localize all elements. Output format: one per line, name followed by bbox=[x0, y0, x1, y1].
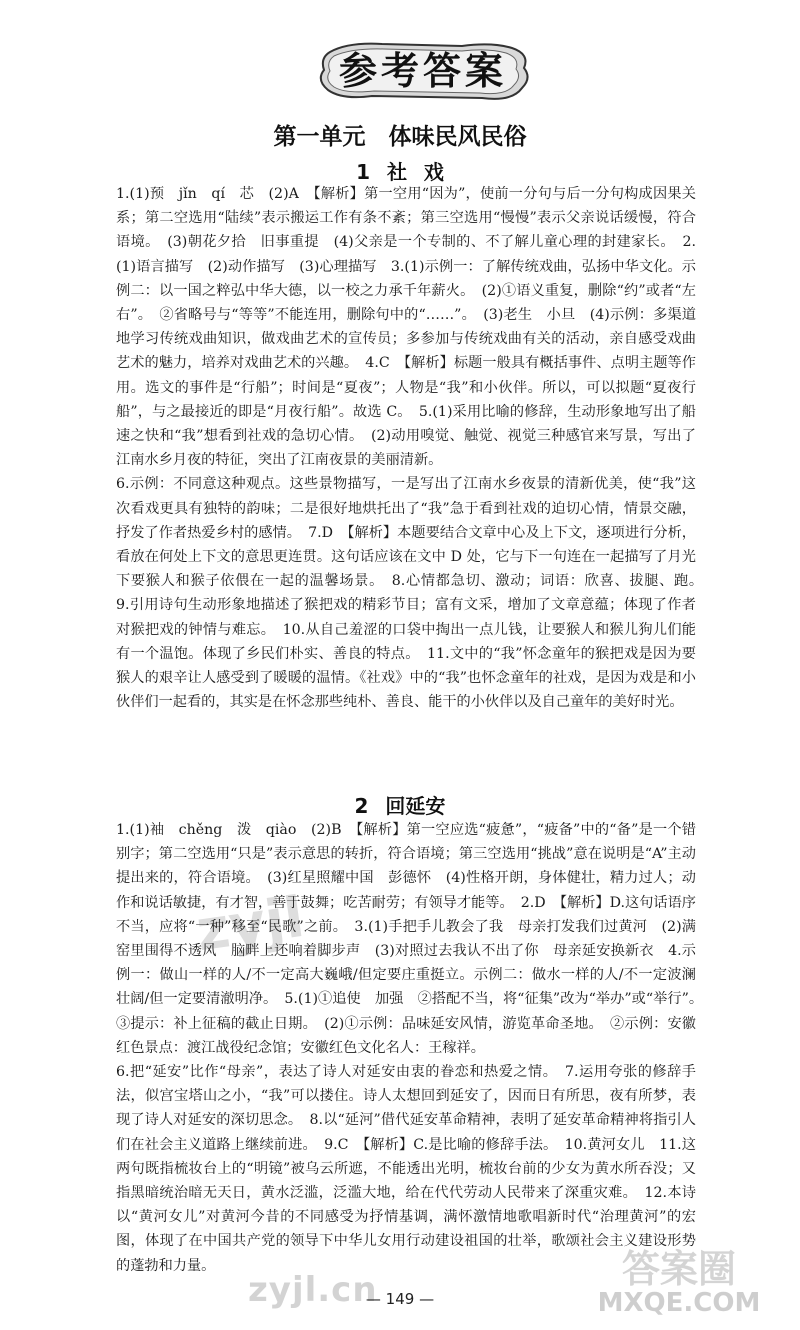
answer-banner bbox=[312, 38, 534, 104]
page-number: — 149 — bbox=[365, 1290, 435, 1308]
watermark-site-name: 答案圈 bbox=[621, 1247, 736, 1291]
watermark-site-url: MXQE.COM bbox=[597, 1288, 761, 1318]
watermark-zyjl: zyjl bbox=[192, 884, 308, 965]
lesson-1-answers: 1.(1)预 jǐn qí 芯 (2)A 【解析】第一空用“因为”，使前一分句与后一分句构成因果关系；第二空选用“陆续”表示搬运工作有条不紊；第三空选用“慢慢”表示父亲说话缓慢，符合语境。 (3)朝花夕拾 旧事重提 (4)父亲是一个专制的、不了解儿童心理的封建家长。 2.(1)语言描写 (2)动作描写 (3)心理描写 3.(1)示例一：了解传统戏曲，弘扬中华文化。示例二：以一国之粹弘中华大德，以一校之力承千年薪火。 (2)①语义重复，删除“约”或者“左右”。 ②省略号与“等等”不能连用，删除句中的“……”。 (3)老生 小旦 (4)示例：多渠道地学习传统戏曲知识，做戏曲艺术的宣传员；多参加与传统戏曲有关的活动，亲自感受戏曲艺术的魅力，培养对戏曲艺术的兴趣。 4.C 【解析】标题一般具有概括事件、点明主题等作用。选文的事件是“行船”；时间是“夏夜”；人物是“我”和小伙伴。所以，可以拟题“夏夜行船”，与之最接近的即是“月夜行船”。故选 C。 5.(1)采用比喻的修辞，生动形象地写出了船速之快和“我”想看到社戏的急切心情。 (2)动用嗅觉、触觉、视觉三种感官来写景，写出了江南水乡月夜的特征，突出了江南夜景的美丽清新。 6.示例：不同意这种观点。这些景物描写，一是写出了江南水乡夜景的清新优美，使“我”这次看戏更具有独特的韵味；二是很好地烘托出了“我”急于看到社戏的迫切心情，情景交融，抒发了作者热爱乡村的感情。 7.D 【解析】本题要结合文章中心及上下文，逐项进行分析，看放在何处上下文的意思更连贯。这句话应该在文中 D 处，它与下一句连在一起描写了月光下要猴人和猴子依偎在一起的温馨场景。 8.心情都急切、激动；词语：欣喜、拔腿、跑。 9.引用诗句生动形象地描述了猴把戏的精彩节目；富有文采，增加了文章意蕴；体现了作者对猴把戏的钟情与难忘。 10.从自己羞涩的口袋中掏出一点儿钱，让要猴人和猴儿狗儿们能有一个温饱。体现了乡民们朴实、善良的特点。 11.文中的“我”怀念童年的猴把戏是因为要猴人的艰辛让人感受到了暖暖的温情。《社戏》中的“我”也怀念童年的社戏，是因为戏是和小伙伴们一起看的，其实是在怀念那些纯朴、善良、能干的小伙伴以及自己童年的美好时光。 bbox=[116, 186, 696, 711]
watermark-zyjl-cn: zyjl.cn bbox=[248, 1270, 378, 1310]
lesson-2-answers: 1.(1)袖 chěng 泼 qiào (2)B 【解析】第一空应选“疲惫”，“疲备”中的“备”是一个错别字；第二空选用“只是”表示意思的转折，符合语境；第三空选用“挑战”意在说明是“A”主动提出来的，符合语境。 (3)红星照耀中国 彭德怀 (4)性格开朗，身体健壮，精力过人；动作和说话敏捷，有才智，善于鼓舞；吃苦耐劳；有领导才能等。 2.D 【解析】D.这句话语序不当，应将“一种”移至“民歌”之前。 3.(1)手把手儿教会了我 母亲打发我们过黄河 (2)满窑里围得不透风 脑畔上还响着脚步声 (3)对照过去我认不出了你 母亲延安换新衣 4.示例一：做山一样的人/不一定高大巍峨/但定要庄重挺立。示例二：做水一样的人/不一定波澜壮阔/但一定要清澈明净。 5.(1)①追使 加强 ②搭配不当，将“征集”改为“举办”或“举行”。 ③提示：补上征稿的截止日期。 (2)①示例：品味延安风情，游览革命圣地。 ②示例：安徽红色景点：渡江战役纪念馆；安徽红色文化名人：王稼祥。 6.把“延安”比作“母亲”，表达了诗人对延安由衷的眷恋和热爱之情。 7.运用夸张的修辞手法，似宫宝塔山之小，“我”可以搂住。诗人太想回到延安了，因而日有所思，夜有所梦，表现了诗人对延安的深切思念。 8.以“延河”借代延安革命精神，表明了延安革命精神将指引人们在社会主义道路上继续前进。 9.C 【解析】C.是比喻的修辞手法。 10.黄河女儿 11.这两句既指梳妆台上的“明镜”被乌云所遮，不能透出光明，梳妆台前的少女为黄水所吞没；又指黑暗统治暗无天日，黄水泛滥，泛滥大地，给在代代劳动人民带来了深重灾难。 12.本诗以“黄河女儿”对黄河今昔的不同感受为抒情基调，满怀激情地歌唱新时代“治理黄河”的宏图，体现了在中国共产党的领导下中华儿女用行动建设祖国的壮举，歌颂社会主义建设形势的蓬勃和力量。 bbox=[116, 822, 696, 1274]
banner-title: 参考答案 bbox=[338, 49, 507, 93]
lesson-2-title: 2 回延安 bbox=[354, 794, 446, 818]
watermark-answer-site bbox=[560, 1238, 798, 1328]
unit-title: 第一单元 体味民风民俗 bbox=[273, 124, 527, 150]
lesson-1-title: 1 社 戏 bbox=[356, 160, 444, 184]
